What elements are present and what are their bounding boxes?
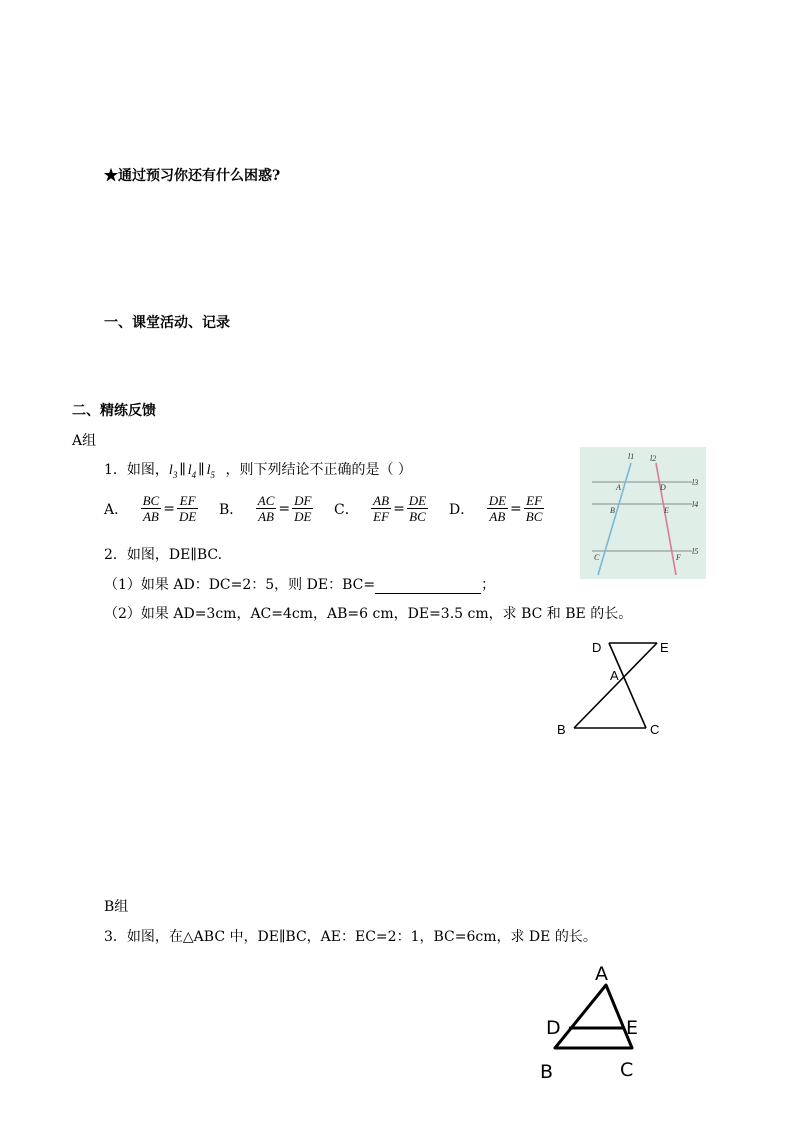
q1-fig-label-b: B: [610, 506, 615, 515]
q1-suffix: ，则下列结论不正确的是（ ）: [225, 462, 412, 478]
q1-fig-label-l3: l3: [692, 478, 699, 487]
q3-figure-triangle: [536, 958, 646, 1084]
section-title-practice: 二、精练反馈: [72, 403, 156, 419]
q2-part2: （2）如果 AD=3cm，AC=4cm，AB=6 cm，DE=3.5 cm，求 BC 和 BE 的长。: [104, 606, 633, 622]
q1-prefix: 1．如图，: [104, 462, 169, 478]
q2-fig-label-d: D: [592, 640, 602, 655]
section-title-classroom: 一、课堂活动、记录: [104, 315, 230, 331]
q3-fig-label-b: B: [540, 1061, 554, 1083]
q1-line-l5: $l_5$: [206, 463, 216, 480]
group-b-label: B组: [104, 899, 129, 915]
q3-fig-label-a: A: [595, 963, 608, 985]
q2-fig-label-a: A: [610, 668, 619, 683]
q1-fig-label-l2: l2: [650, 454, 657, 463]
q1-option-c: C． $\frac{AB}{EF}$ = $\frac{DE}{BC}$: [334, 493, 427, 524]
q3-fig-label-c: C: [620, 1059, 634, 1081]
q1-fig-label-f: F: [676, 553, 681, 562]
q2-fig-label-c: C: [650, 722, 660, 734]
q2-figure-bowtie: [554, 638, 684, 734]
q1-parallel-2: ∥: [198, 462, 205, 478]
q1-option-a: A． $\frac{BC}{AB}$ = $\frac{EF}{DE}$: [104, 493, 197, 524]
q2-stem: 2．如图，DE∥BC.: [104, 547, 223, 563]
q1-fig-label-l4: l4: [692, 500, 699, 509]
q1-parallel-1: ∥: [179, 462, 186, 478]
q2-answer-blank[interactable]: [375, 579, 481, 594]
q3-fig-label-d: D: [546, 1017, 561, 1039]
q1-line-l3: $l_3$: [168, 463, 178, 480]
q3-fig-label-e: E: [626, 1017, 639, 1039]
q1-figure-parallel-lines: [580, 447, 706, 579]
q1-fig-label-l5: l5: [692, 547, 699, 556]
q1-fig-label-c: C: [594, 553, 600, 562]
q2-fig-label-b: B: [557, 722, 566, 734]
q1-stem: [104, 459, 412, 480]
group-a-label: A组: [72, 433, 97, 449]
q1-fig-label-l1: l1: [628, 452, 635, 461]
q1-fig-label-a: A: [616, 483, 621, 492]
q3-stem: 3．如图，在△ABC 中，DE∥BC，AE：EC=2：1，BC=6cm，求 DE 的长。: [104, 929, 597, 945]
q1-fig-label-d: D: [660, 483, 666, 492]
q1-fig-label-e: E: [664, 506, 669, 515]
preview-question: ★通过预习你还有什么困惑?: [104, 168, 281, 184]
q1-option-b: B． $\frac{AC}{AB}$ = $\frac{DF}{DE}$: [219, 493, 312, 524]
q2-part1: （1）如果 AD：DC=2：5，则 DE：BC= ；: [104, 577, 496, 593]
q1-line-l4: $l_4$: [187, 463, 197, 480]
q1-option-d: D． $\frac{DE}{AB}$ = $\frac{EF}{BC}$: [449, 493, 543, 524]
q2-fig-label-e: E: [660, 640, 669, 655]
